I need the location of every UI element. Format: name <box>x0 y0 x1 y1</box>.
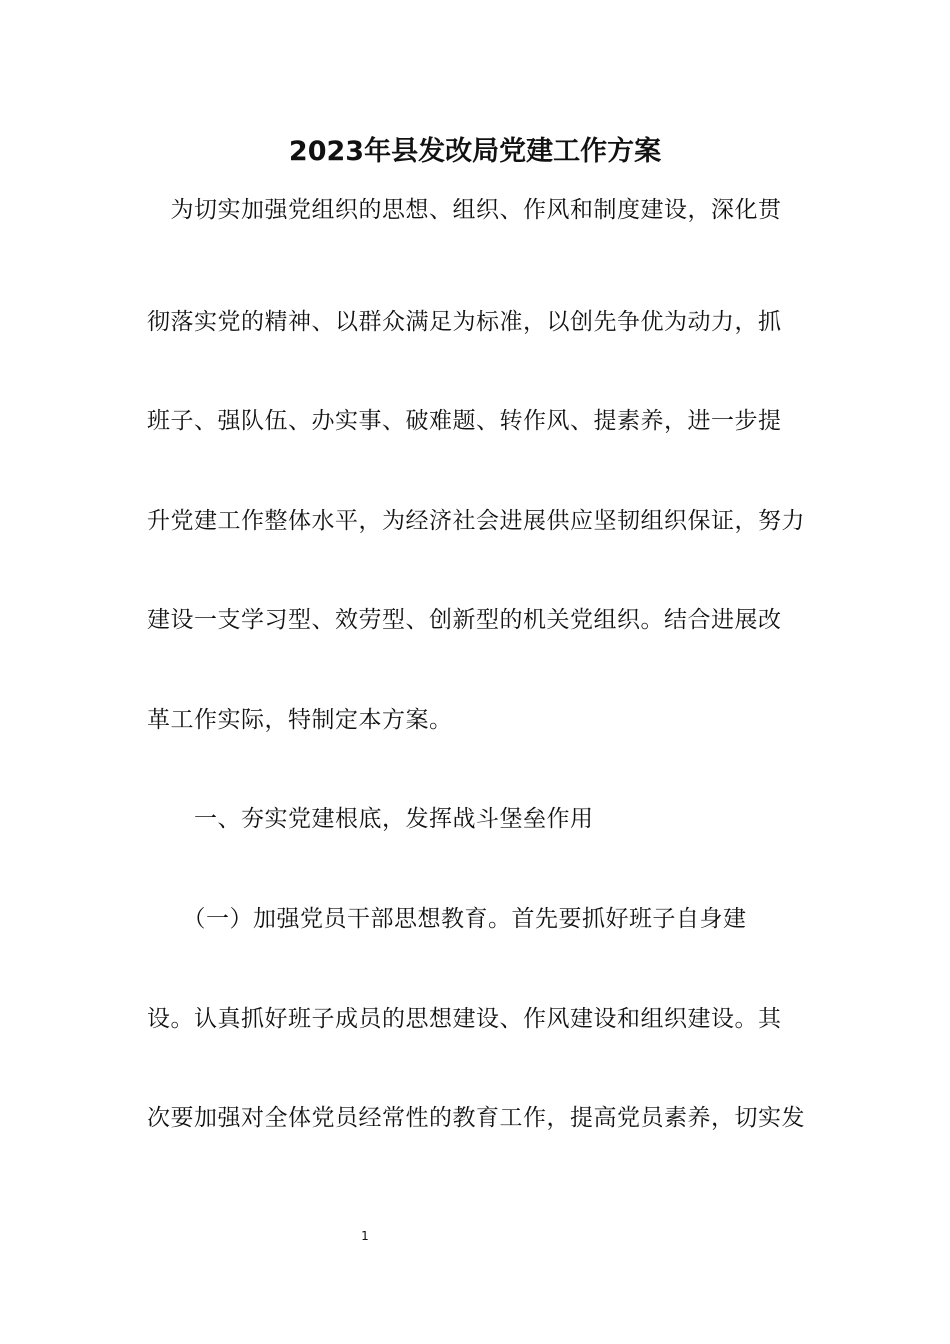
paragraph-line: 升党建工作整体水平，为经济社会进展供应坚韧组织保证，努力 <box>147 508 805 534</box>
paragraph-line: 次要加强对全体党员经常性的教育工作，提高党员素养，切实发 <box>147 1105 805 1131</box>
paragraph-line: 彻落实党的精神、以群众满足为标准，以创先争优为动力，抓 <box>147 309 782 335</box>
paragraph-line: 为切实加强党组织的思想、组织、作风和制度建设，深化贯 <box>147 197 782 223</box>
paragraph-line: 设。认真抓好班子成员的思想建设、作风建设和组织建设。其 <box>147 1006 782 1032</box>
page-number: 1 <box>361 1229 369 1243</box>
section-heading: 一、夯实党建根底，发挥战斗堡垒作用 <box>147 806 594 832</box>
paragraph-line: 班子、强队伍、办实事、破难题、转作风、提素养，进一步提 <box>147 408 782 434</box>
paragraph-line: 革工作实际，特制定本方案。 <box>147 707 453 733</box>
paragraph-line: （一）加强党员干部思想教育。首先要抓好班子自身建 <box>147 906 747 932</box>
document-title: 2023年县发改局党建工作方案 <box>288 136 662 167</box>
paragraph-line: 建设一支学习型、效劳型、创新型的机关党组织。结合进展改 <box>147 607 782 633</box>
